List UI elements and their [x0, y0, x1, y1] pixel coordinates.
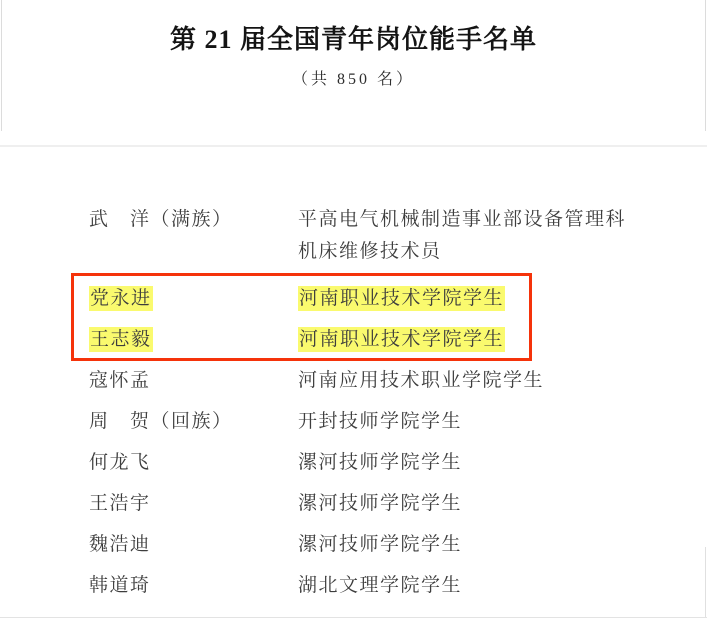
- table-row-highlighted: [0, 278, 707, 319]
- person-affiliation: 漯河技师学院学生: [298, 493, 463, 514]
- person-name: 魏浩迪: [89, 534, 151, 555]
- table-row: [0, 360, 707, 401]
- person-affiliation: 漯河技师学院学生: [298, 534, 463, 555]
- person-name: 武 洋（满族）: [89, 209, 233, 230]
- table-row: [0, 204, 707, 268]
- table-row: [0, 483, 707, 524]
- person-name: 韩道琦: [89, 575, 151, 596]
- table-row-highlighted: [0, 319, 707, 360]
- person-affiliation-highlight: 河南职业技术学院学生: [299, 329, 505, 350]
- person-name: 何龙飞: [89, 452, 151, 473]
- table-row: [0, 442, 707, 483]
- person-affiliation-highlight: 河南职业技术学院学生: [299, 288, 505, 309]
- roster-page-card: [0, 147, 707, 618]
- person-affiliation: 开封技师学院学生: [298, 411, 463, 432]
- roster-list: [0, 147, 707, 606]
- document-subtitle: （共 850 名）: [291, 71, 415, 88]
- person-name-highlight: 党永进: [90, 288, 152, 309]
- title-page-card: [1, 0, 706, 131]
- person-affiliation: 湖北文理学院学生: [298, 575, 463, 596]
- person-name: 寇怀孟: [89, 370, 151, 391]
- table-row: [0, 565, 707, 606]
- person-affiliation: 漯河技师学院学生: [298, 452, 463, 473]
- person-name: 王浩宇: [89, 493, 151, 514]
- person-name: 周 贺（回族）: [89, 411, 233, 432]
- person-affiliation: 平高电气机械制造事业部设备管理科机床维修技术员: [298, 209, 627, 262]
- table-row: [0, 401, 707, 442]
- table-row: [0, 524, 707, 565]
- page-edge-line: [705, 547, 706, 617]
- person-name-highlight: 王志毅: [90, 329, 152, 350]
- person-affiliation: 河南应用技术职业学院学生: [298, 370, 545, 391]
- document-title: 第 21 届全国青年岗位能手名单: [169, 25, 537, 54]
